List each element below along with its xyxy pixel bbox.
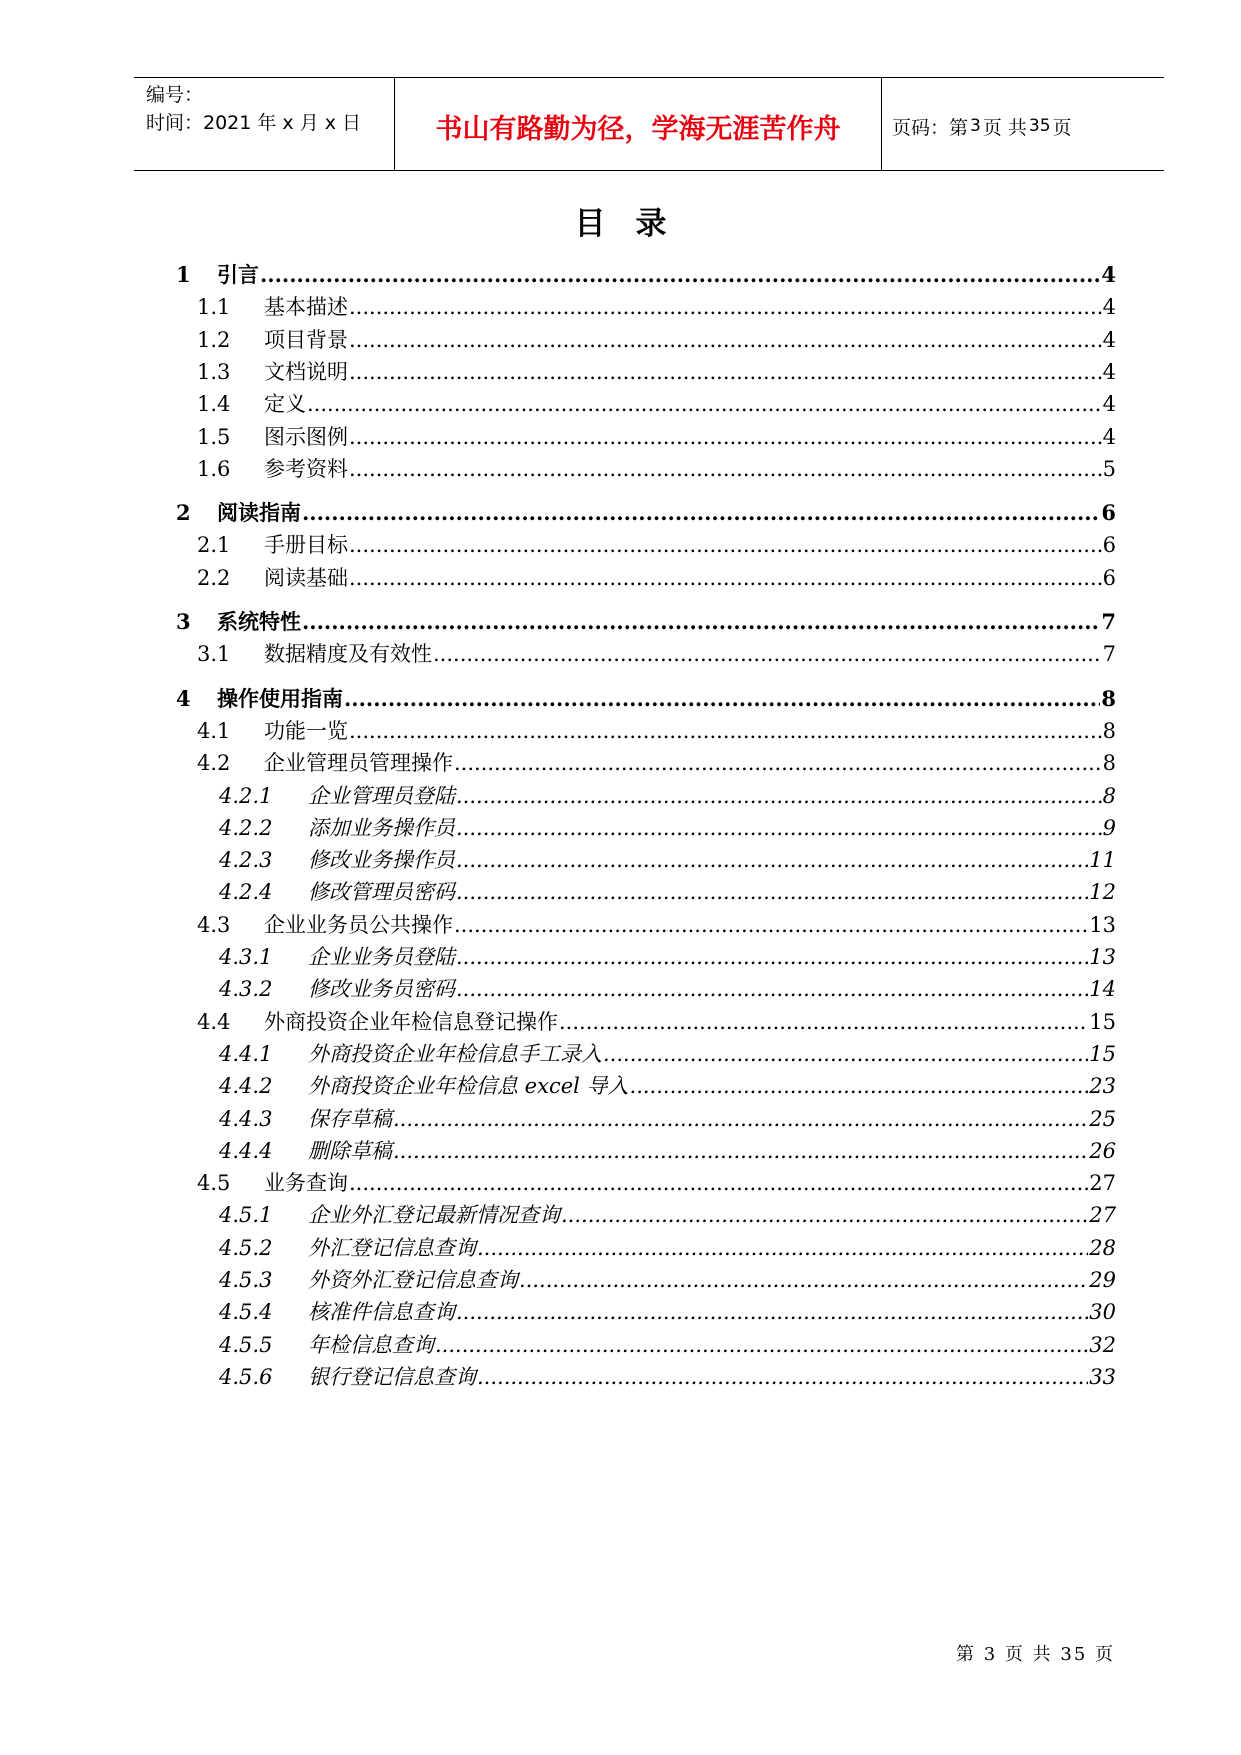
toc-entry-page: 28 (1089, 1235, 1116, 1260)
toc-entry[interactable] (0, 1168, 1116, 1198)
toc-entry-page: 11 (1089, 848, 1116, 873)
toc-entry[interactable] (0, 357, 1116, 387)
toc-entry-title: 项目背景 (264, 327, 348, 352)
toc-dot-leader (349, 563, 1102, 593)
toc-entry-page: 6 (1102, 533, 1116, 558)
header-meta-cell (134, 78, 395, 170)
toc-entry-page: 6 (1101, 500, 1116, 526)
toc-entry[interactable] (0, 1297, 1116, 1327)
toc-entry[interactable] (0, 716, 1116, 746)
toc-entry-number: 4.4.1 (219, 1041, 273, 1066)
toc-entry-page: 8 (1102, 783, 1116, 808)
toc-entry-number: 4.2 (197, 751, 231, 776)
toc-entry-number: 3.1 (197, 642, 231, 667)
toc-entry-number: 1.5 (197, 424, 231, 449)
toc-entry-number: 4.2.1 (219, 783, 273, 808)
toc-entry[interactable] (0, 292, 1116, 322)
toc-entry-page: 8 (1101, 685, 1116, 711)
toc-entry-number: 4.2.4 (219, 880, 273, 905)
toc-entry-number: 4.2.2 (219, 815, 273, 840)
toc-entry-title: 删除草稿 (308, 1138, 392, 1163)
toc-dot-leader (433, 639, 1102, 669)
toc-entry-title: 外商投资企业年检信息 excel 导入 (308, 1074, 629, 1099)
toc-entry-title: 基本描述 (264, 295, 348, 320)
toc-dot-leader (349, 357, 1102, 387)
toc-entry-page: 4 (1102, 392, 1116, 417)
toc-entry-page: 27 (1089, 1171, 1116, 1196)
page-header (134, 77, 1164, 171)
toc-entry-page: 23 (1089, 1074, 1116, 1099)
toc-entry-page: 4 (1102, 359, 1116, 384)
toc-entry-number: 4.4.4 (219, 1138, 273, 1163)
toc-entry-number: 2 (176, 500, 191, 526)
toc-entry[interactable] (0, 845, 1116, 875)
toc-dot-leader (454, 910, 1088, 940)
toc-entry-number: 4.4.2 (219, 1074, 273, 1099)
toc-entry-page: 13 (1089, 912, 1116, 937)
toc-dot-leader (456, 813, 1102, 843)
serial-number-label: 编号： (146, 84, 204, 106)
toc-entry-page: 12 (1089, 880, 1116, 905)
toc-entry-title: 阅读基础 (264, 565, 348, 590)
toc-entry-number: 4.3.1 (219, 945, 273, 969)
toc-entry-title: 年检信息查询 (308, 1332, 434, 1357)
toc-entry-title: 银行登记信息查询 (308, 1364, 476, 1389)
toc-entry[interactable] (0, 877, 1116, 907)
toc-entry-title: 企业外汇登记最新情况查询 (308, 1203, 560, 1228)
toc-entry-title: 定义 (264, 392, 306, 417)
toc-dot-leader (456, 781, 1102, 811)
toc-entry[interactable] (0, 684, 1116, 714)
toc-entry-title: 企业业务员登陆 (308, 945, 455, 969)
toc-entry-title: 外商投资企业年检信息登记操作 (264, 1009, 558, 1034)
toc-entry-title: 操作使用指南 (217, 685, 343, 711)
toc-entry-title: 企业管理员管理操作 (264, 751, 453, 776)
toc-dot-leader (456, 845, 1088, 875)
toc-entry-title: 手册目标 (264, 533, 348, 558)
page-current: 3 (970, 116, 981, 136)
toc-entry-page: 7 (1102, 642, 1116, 667)
toc-entry-title: 系统特性 (217, 609, 301, 634)
toc-entry-page: 26 (1089, 1138, 1116, 1163)
toc-entry-page: 5 (1102, 456, 1116, 481)
toc-dot-leader (630, 1071, 1089, 1101)
toc-entry-number: 1.1 (197, 295, 231, 320)
toc-entry-title: 修改管理员密码 (308, 880, 455, 905)
toc-dot-leader (559, 1007, 1088, 1037)
toc-dot-leader (603, 1039, 1088, 1069)
page-suffix: 页 (1052, 116, 1072, 139)
toc-dot-leader (561, 1200, 1088, 1230)
page-prefix: 页码：第 (892, 116, 969, 139)
toc-entry[interactable] (0, 974, 1116, 1004)
header-motto-cell (395, 78, 882, 170)
toc-entry-page: 4 (1102, 424, 1116, 449)
toc-dot-leader (302, 607, 1100, 637)
toc-dot-leader (477, 1362, 1088, 1392)
toc-entry[interactable] (0, 1136, 1116, 1166)
toc-entry[interactable] (0, 942, 1116, 972)
toc-entry[interactable] (0, 1233, 1116, 1263)
toc-entry-title: 核准件信息查询 (308, 1300, 455, 1325)
toc-entry-page: 32 (1089, 1332, 1116, 1357)
toc-entry-page: 4 (1102, 295, 1116, 320)
toc-entry-number: 4.3.2 (219, 977, 273, 1002)
toc-entry[interactable] (0, 1330, 1116, 1360)
page-total: 35 (1028, 116, 1051, 136)
toc-entry-title: 保存草稿 (308, 1106, 392, 1131)
toc-entry-title: 外汇登记信息查询 (308, 1235, 476, 1260)
page-title: 目录 (574, 206, 697, 242)
toc-entry-page: 27 (1089, 1203, 1116, 1228)
toc-entry-title: 业务查询 (264, 1171, 348, 1196)
toc-entry-page: 13 (1089, 945, 1116, 969)
header-page-cell (882, 78, 1164, 170)
toc-entry[interactable] (0, 1104, 1116, 1134)
toc-entry-number: 1.2 (197, 327, 231, 352)
toc-entry[interactable] (0, 1007, 1116, 1037)
toc-entry-page: 6 (1102, 565, 1116, 590)
toc-entry-page: 8 (1102, 718, 1116, 743)
toc-entry-number: 4.5.6 (219, 1364, 273, 1389)
toc-dot-leader (456, 877, 1088, 907)
toc-entry[interactable] (0, 1265, 1116, 1295)
toc-dot-leader (519, 1265, 1088, 1295)
toc-dot-leader (477, 1233, 1088, 1263)
toc-entry[interactable] (0, 813, 1116, 843)
toc-entry[interactable] (0, 422, 1116, 452)
toc-entry-number: 1.4 (197, 392, 231, 417)
toc-dot-leader (349, 1168, 1088, 1198)
toc-dot-leader (349, 292, 1102, 322)
toc-entry[interactable] (0, 260, 1116, 290)
toc-entry-number: 4.5.3 (219, 1268, 273, 1292)
toc-entry-title: 参考资料 (264, 456, 348, 481)
toc-entry-number: 4.5 (197, 1171, 231, 1196)
toc-entry-title: 添加业务操作员 (308, 815, 455, 840)
toc-entry[interactable] (0, 607, 1116, 637)
page-footer: 第 3 页 共 35 页 (956, 1644, 1115, 1665)
toc-entry-page: 30 (1089, 1300, 1116, 1325)
toc-dot-leader (349, 716, 1102, 746)
toc-entry-title: 企业管理员登陆 (308, 783, 455, 808)
toc-entry-number: 4.1 (197, 718, 231, 743)
toc-entry[interactable] (0, 910, 1116, 940)
toc-entry[interactable] (0, 1200, 1116, 1230)
toc-entry-title: 图示图例 (264, 424, 348, 449)
date-label: 时间：2021 年 x 月 x 日 (146, 112, 362, 134)
toc-entry-title: 修改业务员密码 (308, 977, 455, 1002)
toc-entry-page: 7 (1101, 609, 1116, 634)
toc-dot-leader (456, 1297, 1088, 1327)
toc-dot-leader (393, 1104, 1088, 1134)
toc-entry[interactable] (0, 1039, 1116, 1069)
toc-dot-leader (454, 748, 1102, 778)
toc-entry-number: 4 (176, 685, 191, 711)
toc-entry-title: 外资外汇登记信息查询 (308, 1268, 518, 1292)
toc-entry[interactable] (0, 454, 1116, 484)
toc-entry-number: 3 (176, 609, 191, 634)
toc-entry-title: 企业业务员公共操作 (264, 912, 453, 937)
toc-entry[interactable] (0, 389, 1116, 419)
toc-dot-leader (456, 942, 1088, 972)
toc-entry-title: 修改业务操作员 (308, 848, 455, 873)
toc-entry-title: 阅读指南 (217, 500, 301, 526)
toc-entry-number: 2.2 (197, 565, 231, 590)
toc-entry-number: 4.4 (197, 1009, 231, 1034)
toc-entry-title: 功能一览 (264, 718, 348, 743)
toc-entry-title: 文档说明 (264, 359, 348, 384)
toc-entry-number: 2.1 (197, 533, 231, 558)
toc-entry-page: 8 (1102, 751, 1116, 776)
toc-entry-number: 4.5.4 (219, 1300, 273, 1325)
toc-entry[interactable] (0, 1071, 1116, 1101)
toc-entry-title: 外商投资企业年检信息手工录入 (308, 1041, 602, 1066)
toc-dot-leader (456, 974, 1088, 1004)
toc-dot-leader (344, 684, 1100, 714)
toc-entry[interactable] (0, 325, 1116, 355)
toc-entry[interactable] (0, 498, 1116, 528)
toc-entry-number: 1.3 (197, 359, 231, 384)
toc-dot-leader (307, 389, 1102, 419)
toc-entry-number: 4.4.3 (219, 1106, 273, 1131)
toc-entry-page: 25 (1089, 1106, 1116, 1131)
toc-entry-page: 29 (1089, 1268, 1116, 1292)
toc-dot-leader (349, 454, 1102, 484)
toc-dot-leader (393, 1136, 1088, 1166)
toc-entry-number: 4.5.5 (219, 1332, 273, 1357)
toc-entry-number: 1.6 (197, 456, 231, 481)
toc-entry[interactable] (0, 781, 1116, 811)
toc-dot-leader (435, 1330, 1088, 1360)
toc-entry[interactable] (0, 530, 1116, 560)
toc-dot-leader (260, 260, 1100, 290)
toc-dot-leader (349, 530, 1102, 560)
toc-entry-page: 33 (1089, 1364, 1116, 1389)
toc-dot-leader (349, 325, 1102, 355)
toc-entry[interactable] (0, 1362, 1116, 1392)
toc-entry-number: 1 (176, 262, 191, 287)
toc-entry-title: 数据精度及有效性 (264, 642, 432, 667)
toc-entry-page: 15 (1089, 1041, 1116, 1066)
toc-entry[interactable] (0, 639, 1116, 669)
toc-entry-page: 15 (1089, 1009, 1116, 1034)
toc-entry-number: 4.2.3 (219, 848, 273, 873)
toc-dot-leader (349, 422, 1102, 452)
toc-entry-number: 4.3 (197, 912, 231, 937)
toc-entry[interactable] (0, 748, 1116, 778)
toc-entry-page: 9 (1102, 815, 1116, 840)
toc-entry-number: 4.5.1 (219, 1203, 273, 1228)
motto-text: 书山有路勤为径，学海无涯苦作舟 (435, 113, 841, 145)
toc-dot-leader (302, 498, 1100, 528)
toc-entry-page: 14 (1089, 977, 1116, 1002)
toc-entry-page: 4 (1102, 327, 1116, 352)
toc-entry-title: 引言 (217, 262, 259, 287)
page-mid: 页 共 (982, 116, 1027, 139)
toc-entry-number: 4.5.2 (219, 1235, 273, 1260)
toc-entry[interactable] (0, 563, 1116, 593)
toc-entry-page: 4 (1101, 262, 1116, 287)
